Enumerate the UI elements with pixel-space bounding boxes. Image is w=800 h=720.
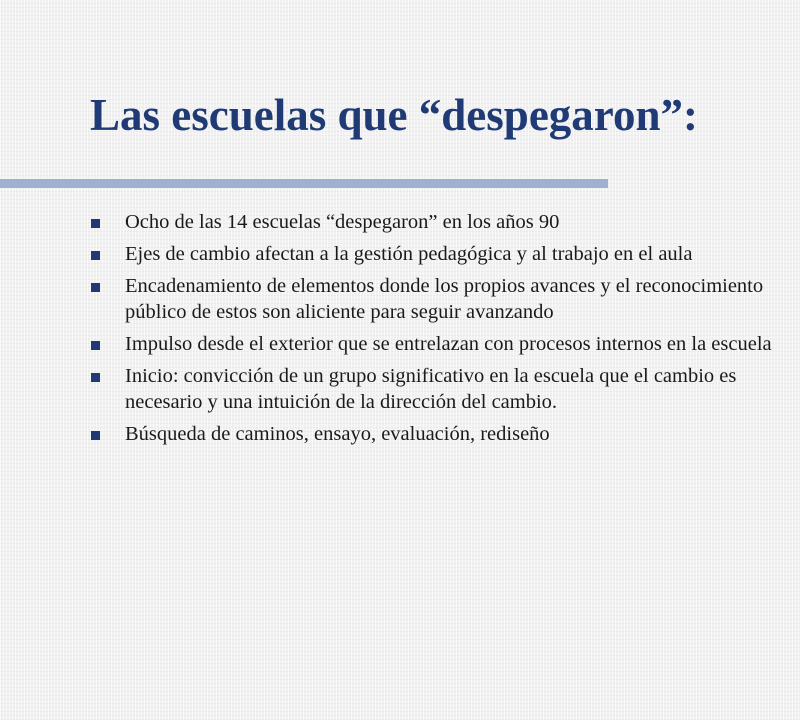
bullet-item: [91, 331, 791, 357]
square-bullet-icon: [91, 431, 100, 440]
square-bullet-icon: [91, 251, 100, 260]
title-underline-bar: [0, 179, 608, 188]
slide-title: Las escuelas que “despegaron”:: [90, 90, 698, 140]
bullet-text: Búsqueda de caminos, ensayo, evaluación, rediseño: [125, 423, 550, 445]
bullet-item: [91, 363, 791, 415]
square-bullet-icon: [91, 373, 100, 382]
square-bullet-icon: [91, 283, 100, 292]
bullet-item: [91, 241, 791, 267]
bullet-text: Encadenamiento de elementos donde los propios avances y el reconocimiento público de estos son aliciente para seguir avanzando: [125, 275, 764, 323]
bullet-list: [91, 209, 791, 453]
bullet-item: [91, 273, 791, 325]
bullet-text: Ocho de las 14 escuelas “despegaron” en los años 90: [125, 211, 560, 233]
bullet-text: Inicio: convicción de un grupo significativo en la escuela que el cambio es necesario y una intuición de la dirección del cambio.: [125, 365, 737, 413]
bullet-text: Ejes de cambio afectan a la gestión pedagógica y al trabajo en el aula: [125, 243, 693, 265]
square-bullet-icon: [91, 341, 100, 350]
bullet-item: [91, 209, 791, 235]
bullet-item: [91, 421, 791, 447]
bullet-text: Impulso desde el exterior que se entrelazan con procesos internos en la escuela: [125, 333, 772, 355]
square-bullet-icon: [91, 219, 100, 228]
